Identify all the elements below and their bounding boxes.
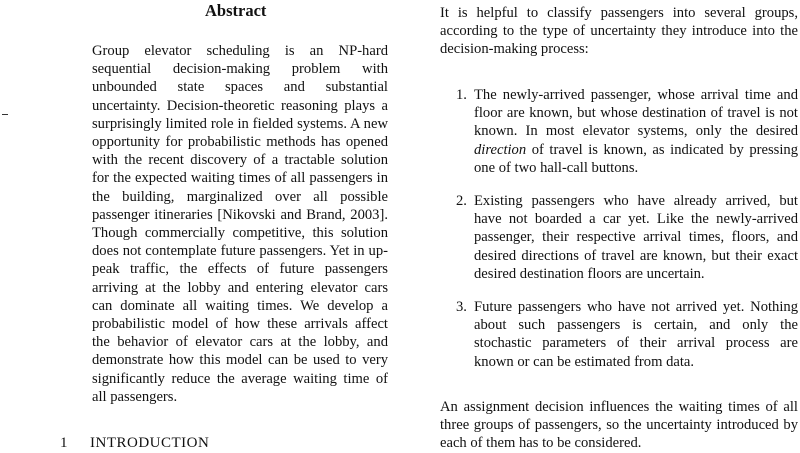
list-item-text-part: of travel is known, as indicated by pressing one of two hall-call buttons. bbox=[474, 141, 798, 176]
list-item-text: Existing passengers who have already arrived, but have not boarded a car yet. Like the newly-arrived passenger, their respective arrival times, floors, and desired directions of travel are known, but their exact desired destination floors are uncertain. bbox=[474, 193, 798, 282]
intro-paragraph: It is helpful to classify passengers into several groups, according to the type of uncertainty they introduce into the decision-making process: bbox=[440, 5, 798, 58]
list-item-number: 3. bbox=[456, 299, 467, 315]
list-item-3 bbox=[456, 298, 798, 371]
list-item-text-part: The newly-arrived passenger, whose arrival time and floor are known, but whose destination of travel is not known. In most elevator systems, only the desired bbox=[474, 87, 798, 140]
abstract-heading: Abstract bbox=[205, 1, 267, 20]
list-item-2 bbox=[456, 192, 798, 283]
list-item-number: 1. bbox=[456, 87, 467, 103]
list-item-emphasis: direction bbox=[474, 141, 527, 158]
section-title: INTRODUCTION bbox=[90, 435, 210, 451]
closing-paragraph: An assignment decision influences the waiting times of all three groups of passengers, so the uncertainty introduced by each of them has to be considered. bbox=[440, 399, 798, 452]
abstract-text: Group elevator scheduling is an NP-hard sequential decision-making problem with unbounded state spaces and substantial uncertainty. Decision-theoretic reasoning plays a surprisingly limited role in fielded systems. A new opportunity for probabilistic methods has opened with the recent discovery of a tractable solution for the expected waiting times of all passengers in the building, marginalized over all possible passenger itineraries [Nikovski and Brand, 2003]. Though commercially competitive, this solution does not contemplate future passengers. Yet in up-peak traffic, the effects of future passengers arriving at the lobby and entering elevator cars can dominate all waiting times. We develop a probabilistic model of how these arrivals affect the behavior of elevator cars at the lobby, and demonstrate how this model can be used to very significantly reduce the average waiting time of all passengers. bbox=[92, 43, 388, 405]
section-heading bbox=[60, 434, 209, 452]
list-item-text bbox=[474, 86, 798, 177]
section-number: 1 bbox=[60, 435, 68, 451]
list-item-number: 2. bbox=[456, 193, 467, 209]
list-item-text: Future passengers who have not arrived yet. Nothing about such passengers is certain, and only the stochastic parameters of their arrival process are known or can be estimated from data. bbox=[474, 299, 798, 370]
margin-mark bbox=[2, 114, 8, 115]
list-item-1 bbox=[456, 86, 798, 177]
